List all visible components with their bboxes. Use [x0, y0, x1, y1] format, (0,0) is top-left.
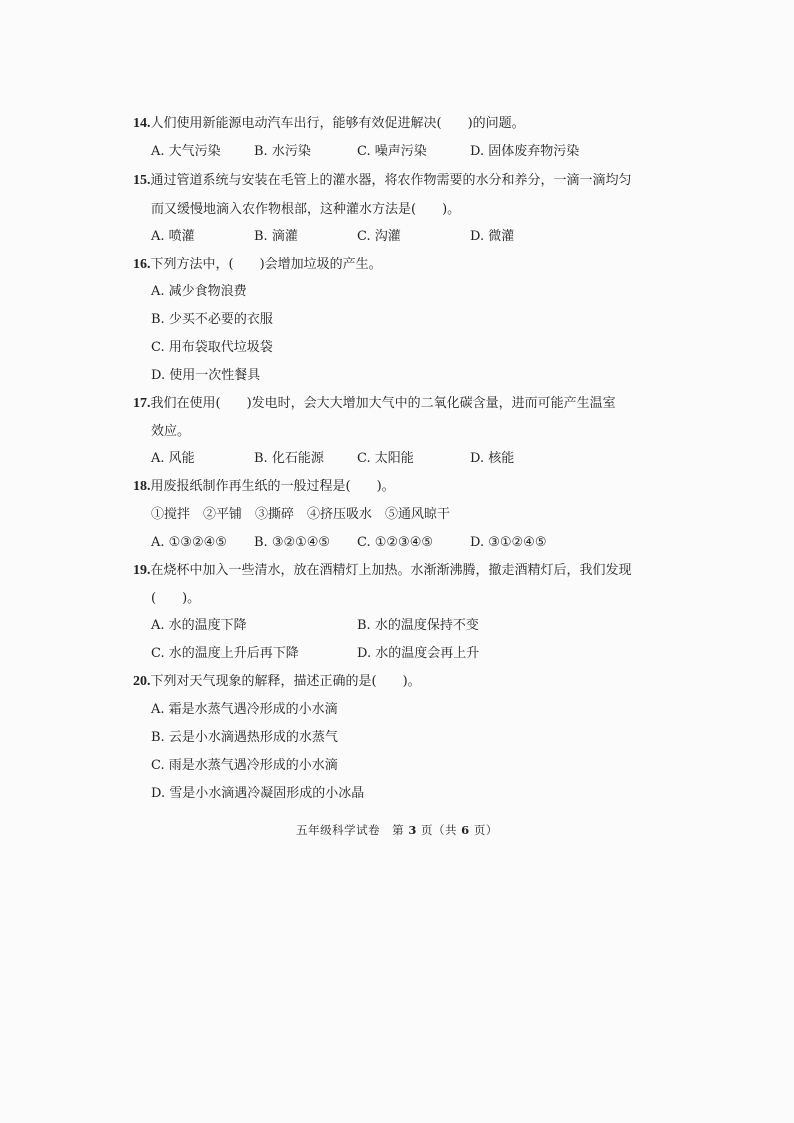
question-18-option-a[interactable]: A. ①③②④⑤ — [151, 535, 227, 550]
question-text: 下列方法中，( )会增加垃圾的产生。 — [150, 257, 382, 272]
question-18-option-c[interactable]: C. ①②③④⑤ — [357, 535, 434, 550]
question-number: 20. — [133, 674, 151, 689]
question-text: 人们使用新能源电动汽车出行，能够有效促进解决( )的问题。 — [150, 116, 525, 131]
question-18-option-d[interactable]: D. ③①②④⑤ — [470, 535, 547, 550]
question-17-option-a[interactable]: A. 风能 — [151, 451, 195, 466]
question-16-stem — [133, 256, 382, 274]
question-text: 通过管道系统与安装在毛管上的灌水器，将农作物需要的水分和养分，一滴一滴均匀 — [150, 173, 632, 188]
question-19-stem — [133, 562, 632, 580]
question-19-option-a[interactable]: A. 水的温度下降 — [151, 618, 247, 633]
question-16-option-c[interactable]: C. 用布袋取代垃圾袋 — [151, 340, 273, 355]
question-20-option-b[interactable]: B. 云是小水滴遇热形成的水蒸气 — [151, 730, 338, 745]
question-number: 18. — [133, 479, 151, 494]
question-15-stem-line-2: 而又缓慢地滴入农作物根部，这种灌水方法是( )。 — [151, 202, 461, 217]
question-19-option-c[interactable]: C. 水的温度上升后再下降 — [151, 646, 299, 661]
question-17-option-c[interactable]: C. 太阳能 — [357, 451, 414, 466]
question-text: 下列对天气现象的解释，描述正确的是( )。 — [150, 674, 421, 689]
footer-page-number: 3 — [408, 823, 417, 837]
question-number: 15. — [133, 173, 151, 188]
question-text: 用废报纸制作再生纸的一般过程是( )。 — [150, 479, 395, 494]
question-18-option-b[interactable]: B. ③②①④⑤ — [254, 535, 331, 550]
question-20-option-d[interactable]: D. 雪是小水滴遇冷凝固形成的小冰晶 — [151, 786, 365, 801]
question-16-option-b[interactable]: B. 少买不必要的衣服 — [151, 312, 273, 327]
footer-total-pages: 6 — [461, 823, 470, 837]
question-16-option-a[interactable]: A. 减少食物浪费 — [151, 284, 247, 299]
question-19-option-d[interactable]: D. 水的温度会再上升 — [357, 646, 480, 661]
question-15-option-a[interactable]: A. 喷灌 — [151, 229, 195, 244]
question-15-stem — [133, 172, 632, 190]
question-20-option-c[interactable]: C. 雨是水蒸气遇冷形成的小水滴 — [151, 758, 338, 773]
question-14-option-b[interactable]: B. 水污染 — [254, 144, 311, 159]
footer-prefix: 五年级科学试卷 第 — [296, 823, 405, 837]
question-20-option-a[interactable]: A. 霜是水蒸气遇冷形成的小水滴 — [151, 702, 338, 717]
question-17-option-b[interactable]: B. 化石能源 — [254, 451, 324, 466]
question-15-option-b[interactable]: B. 滴灌 — [254, 229, 298, 244]
question-15-option-c[interactable]: C. 沟灌 — [357, 229, 401, 244]
question-14-option-d[interactable]: D. 固体废弃物污染 — [470, 144, 580, 159]
question-text: 我们在使用( )发电时，会大大增加大气中的二氧化碳含量，进而可能产生温室 — [150, 396, 616, 411]
question-number: 14. — [133, 116, 151, 131]
question-number: 16. — [133, 257, 151, 272]
question-19-stem-line-2: ( )。 — [151, 591, 201, 606]
question-text: 在烧杯中加入一些清水，放在酒精灯上加热。水渐渐沸腾，撤走酒精灯后，我们发现 — [150, 563, 632, 578]
footer-middle: 页（共 — [421, 823, 457, 837]
question-number: 19. — [133, 563, 151, 578]
page-footer — [0, 822, 794, 838]
question-20-stem — [133, 673, 421, 691]
question-18-steps: ①搅拌 ②平铺 ③撕碎 ④挤压吸水 ⑤通风晾干 — [151, 507, 451, 522]
question-17-option-d[interactable]: D. 核能 — [470, 451, 515, 466]
question-14-option-a[interactable]: A. 大气污染 — [151, 144, 221, 159]
question-17-stem — [133, 395, 616, 413]
question-15-option-d[interactable]: D. 微灌 — [470, 229, 515, 244]
question-18-stem — [133, 478, 395, 496]
footer-suffix: 页） — [473, 823, 498, 837]
question-19-option-b[interactable]: B. 水的温度保持不变 — [357, 618, 479, 633]
question-16-option-d[interactable]: D. 使用一次性餐具 — [151, 368, 261, 383]
question-17-stem-line-2: 效应。 — [151, 424, 191, 439]
question-number: 17. — [133, 396, 151, 411]
question-14-stem — [133, 115, 525, 133]
question-14-option-c[interactable]: C. 噪声污染 — [357, 144, 427, 159]
